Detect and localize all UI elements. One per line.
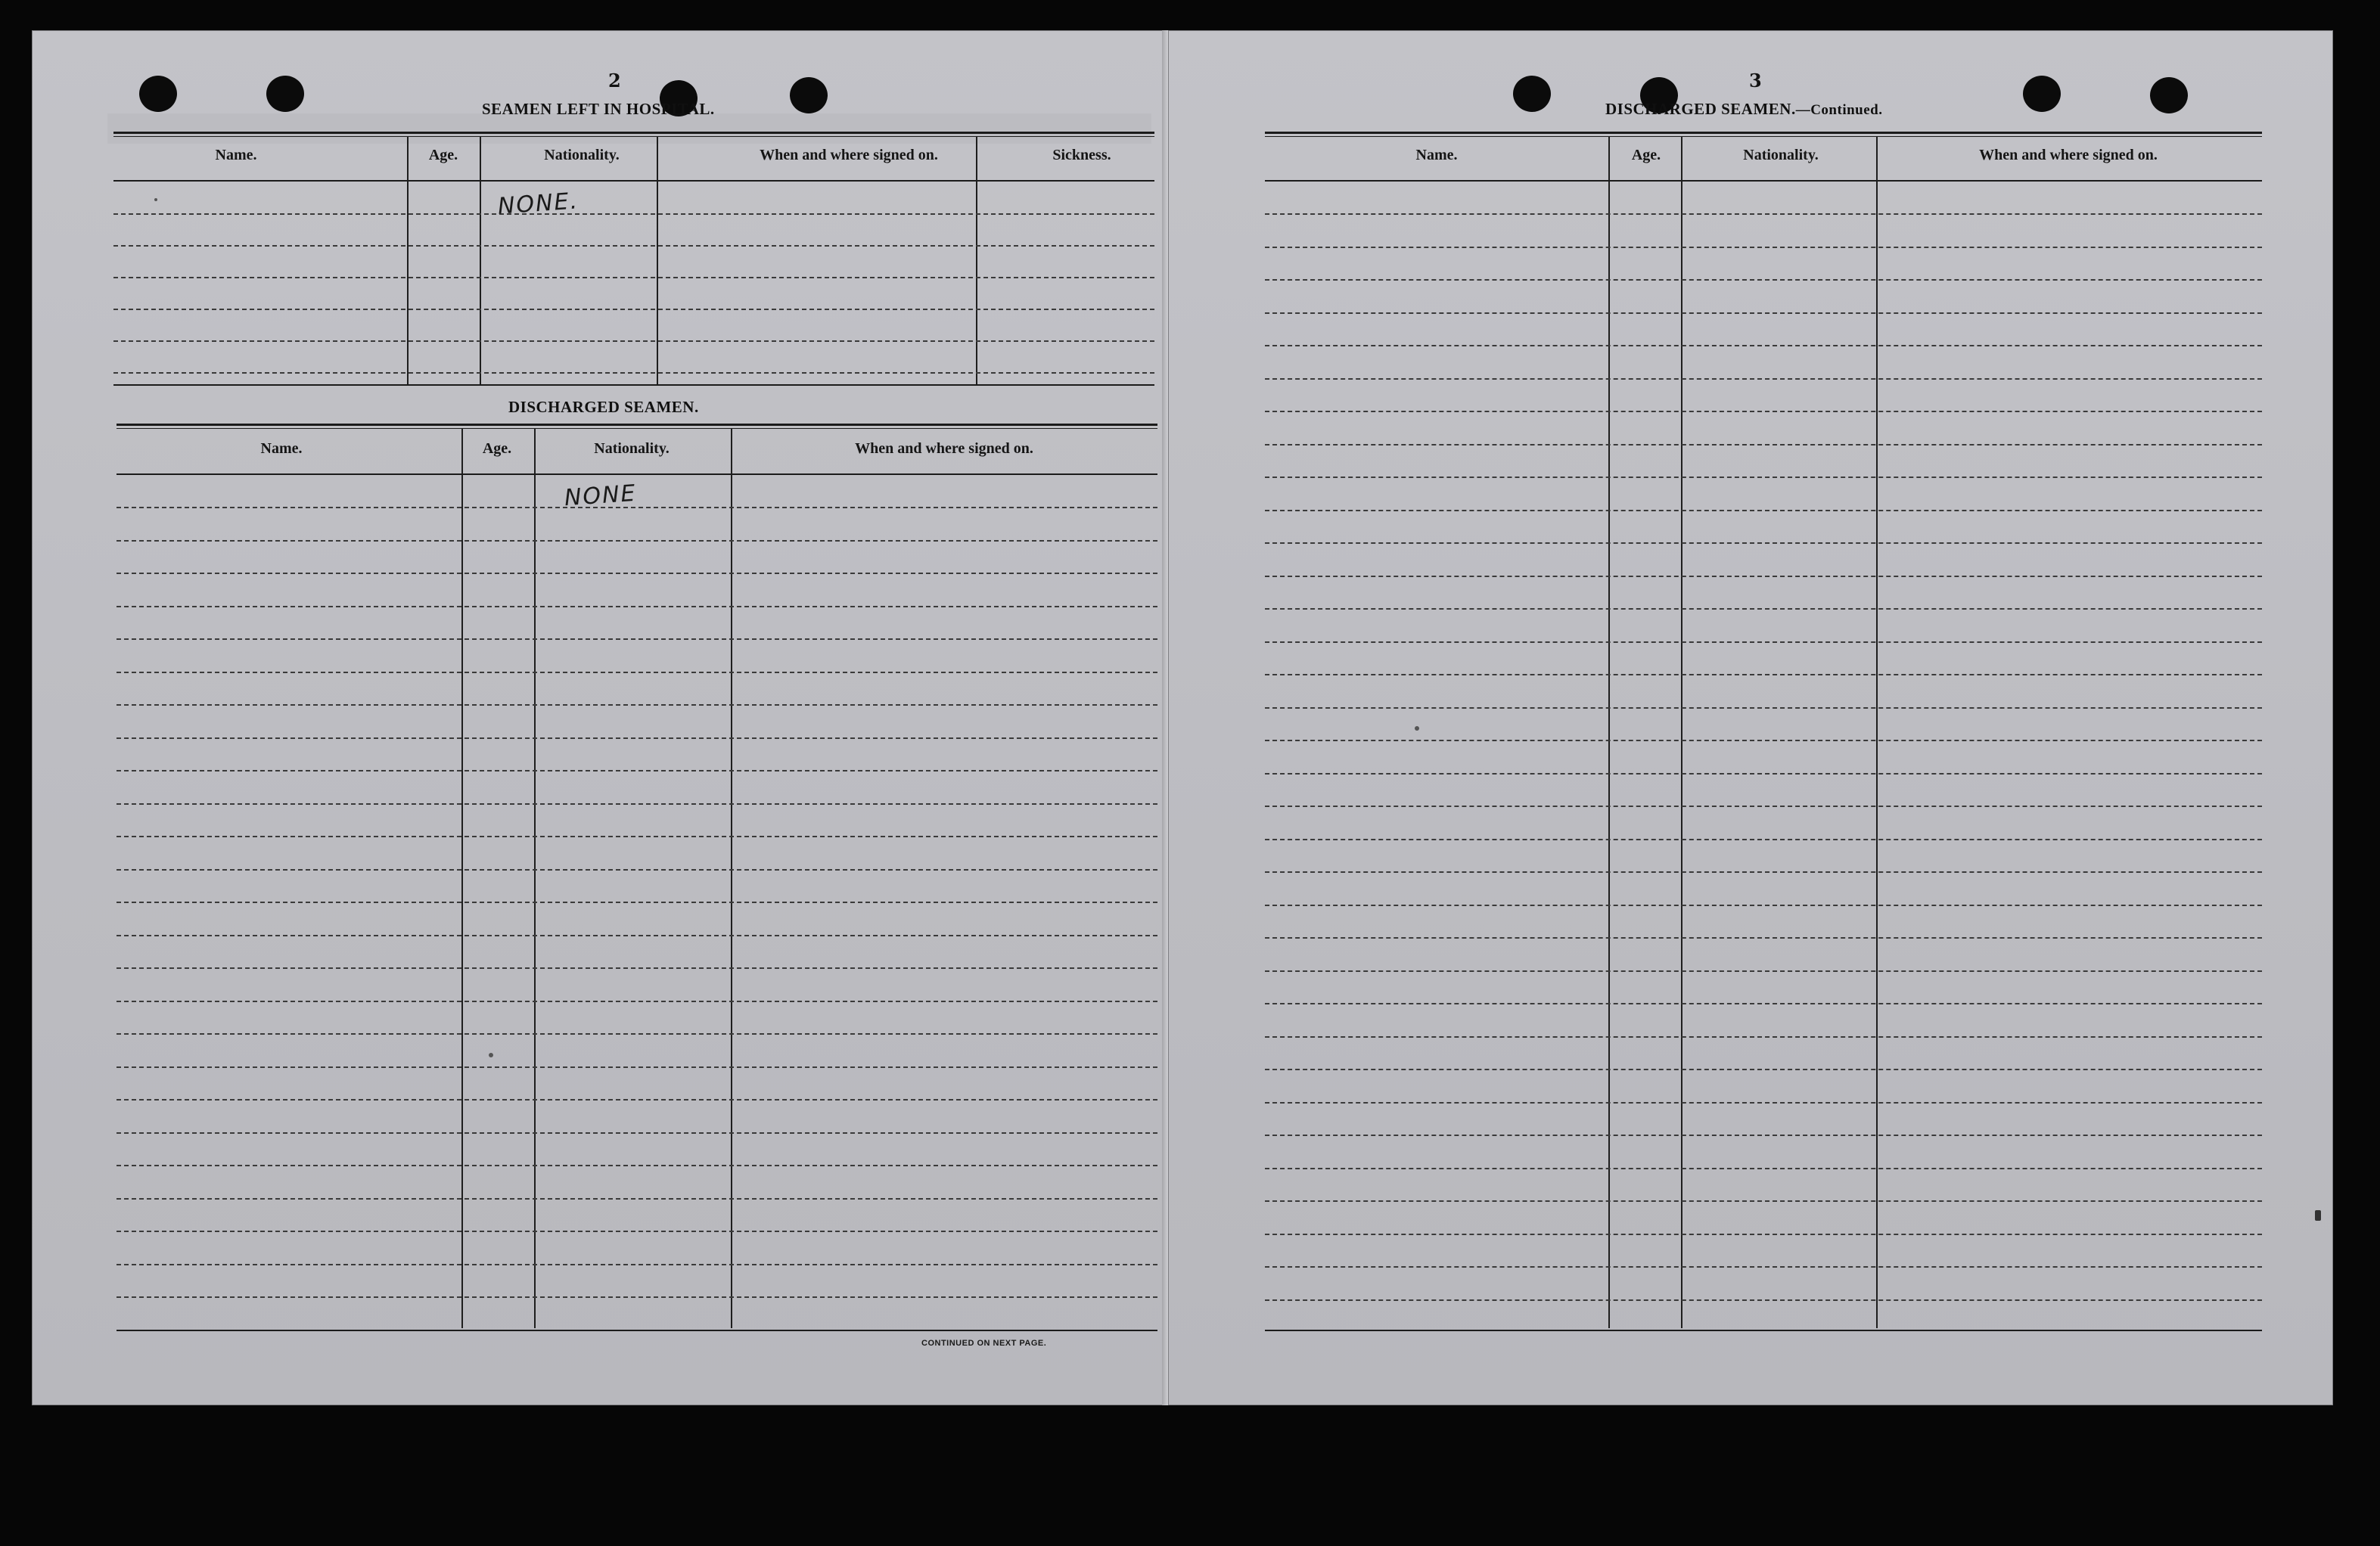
table-row xyxy=(1265,905,2262,906)
handwritten-entry-discharged: NONE xyxy=(563,480,638,512)
header-rule xyxy=(113,180,1154,182)
table-row xyxy=(117,1231,1157,1232)
discharged-section-title: DISCHARGED SEAMEN. xyxy=(508,398,699,416)
table-row xyxy=(1265,1069,2262,1070)
column-divider xyxy=(461,428,463,1328)
table-row xyxy=(117,737,1157,739)
table-row xyxy=(1265,411,2262,412)
table-row xyxy=(117,1066,1157,1068)
table-row xyxy=(113,340,1154,342)
table-row xyxy=(1265,1200,2262,1202)
table-row xyxy=(1265,871,2262,873)
table-row xyxy=(1265,1234,2262,1235)
col-head-signed-on: When and where signed on. xyxy=(855,440,1033,457)
table-row xyxy=(117,1264,1157,1265)
table-row xyxy=(1265,247,2262,248)
table-row xyxy=(1265,773,2262,775)
table-row xyxy=(117,540,1157,542)
table-row xyxy=(117,803,1157,805)
punch-hole xyxy=(2023,76,2061,112)
column-divider xyxy=(1681,136,1682,1328)
table-row xyxy=(1265,1299,2262,1301)
table-row xyxy=(117,869,1157,871)
page-number: 3 xyxy=(1749,70,1762,92)
table-row xyxy=(117,935,1157,936)
col-head-sickness: Sickness. xyxy=(1052,147,1111,163)
hospital-section-title: SEAMEN LEFT IN HOSPITAL. xyxy=(482,100,715,118)
speck xyxy=(489,1053,493,1057)
table-row xyxy=(117,1296,1157,1298)
table-row xyxy=(113,245,1154,247)
table-row xyxy=(1265,213,2262,215)
column-divider xyxy=(1876,136,1878,1328)
punch-hole xyxy=(266,76,304,112)
header-rule xyxy=(1265,180,2262,182)
table-row xyxy=(1265,1135,2262,1136)
column-divider xyxy=(1608,136,1610,1328)
table-row xyxy=(117,638,1157,640)
table-row xyxy=(113,277,1154,278)
table-top-rule xyxy=(113,132,1154,137)
table-row xyxy=(1265,1003,2262,1004)
table-row xyxy=(1265,312,2262,314)
table-row xyxy=(1265,1266,2262,1268)
table-row xyxy=(1265,1036,2262,1038)
table-row xyxy=(117,1099,1157,1101)
table-row xyxy=(1265,279,2262,281)
table-row xyxy=(1265,608,2262,610)
discharged-continued-title xyxy=(1605,100,1882,119)
table-row xyxy=(1265,806,2262,807)
column-divider xyxy=(731,428,732,1328)
table-row xyxy=(117,967,1157,969)
table-row xyxy=(1265,510,2262,511)
speck xyxy=(1415,726,1419,731)
column-divider xyxy=(480,136,481,386)
col-head-nationality: Nationality. xyxy=(1743,147,1819,163)
section-title-suffix: —Continued. xyxy=(1795,102,1883,118)
table-row xyxy=(1265,477,2262,478)
col-head-nationality: Nationality. xyxy=(544,147,620,163)
table-row xyxy=(1265,345,2262,346)
table-row xyxy=(117,1033,1157,1035)
table-row xyxy=(1265,970,2262,972)
table-row xyxy=(117,704,1157,706)
col-head-age: Age. xyxy=(428,147,458,163)
table-row xyxy=(1265,937,2262,939)
col-head-signed-on: When and where signed on. xyxy=(760,147,938,163)
page-number: 2 xyxy=(608,70,621,92)
section-title-text: DISCHARGED SEAMEN. xyxy=(1605,100,1796,118)
col-head-age: Age. xyxy=(482,440,512,457)
speck xyxy=(154,198,157,201)
table-bottom-rule xyxy=(113,384,1154,386)
table-row xyxy=(1265,707,2262,709)
punch-hole xyxy=(2150,77,2188,113)
table-row xyxy=(1265,378,2262,380)
continued-note: CONTINUED ON NEXT PAGE. xyxy=(921,1339,1047,1348)
column-divider xyxy=(657,136,658,386)
col-head-name: Name. xyxy=(215,147,257,163)
column-divider xyxy=(976,136,977,386)
table-row xyxy=(117,672,1157,673)
table-top-rule xyxy=(1265,132,2262,137)
table-row xyxy=(117,1132,1157,1134)
table-row xyxy=(113,372,1154,374)
column-divider xyxy=(534,428,536,1328)
col-head-nationality: Nationality. xyxy=(594,440,670,457)
table-row xyxy=(1265,641,2262,643)
table-row xyxy=(1265,839,2262,840)
table-row xyxy=(117,1001,1157,1002)
col-head-name: Name. xyxy=(260,440,303,457)
table-row xyxy=(117,902,1157,903)
right-page xyxy=(1168,30,2333,1405)
table-row xyxy=(1265,542,2262,544)
table-row xyxy=(1265,1168,2262,1169)
table-row xyxy=(117,770,1157,771)
table-row xyxy=(1265,740,2262,741)
table-row xyxy=(1265,1102,2262,1104)
table-bottom-rule xyxy=(1265,1330,2262,1331)
table-row xyxy=(117,573,1157,574)
table-row xyxy=(117,836,1157,837)
table-row xyxy=(117,1198,1157,1200)
table-row xyxy=(113,309,1154,310)
table-row xyxy=(1265,444,2262,445)
col-head-age: Age. xyxy=(1631,147,1661,163)
table-bottom-rule xyxy=(117,1330,1157,1331)
table-row xyxy=(113,213,1154,215)
table-row xyxy=(117,606,1157,607)
punch-hole xyxy=(1513,76,1551,112)
table-row xyxy=(1265,674,2262,675)
header-rule xyxy=(117,473,1157,475)
handwritten-entry-hospital: NONE. xyxy=(496,188,580,220)
table-row xyxy=(117,1165,1157,1166)
col-head-signed-on: When and where signed on. xyxy=(1979,147,2158,163)
punch-hole xyxy=(139,76,177,112)
left-page xyxy=(32,30,1168,1405)
table-row xyxy=(117,507,1157,508)
punch-hole xyxy=(790,77,828,113)
table-top-rule xyxy=(117,424,1157,429)
column-divider xyxy=(407,136,409,386)
speck xyxy=(2315,1210,2321,1221)
col-head-name: Name. xyxy=(1415,147,1458,163)
table-row xyxy=(1265,576,2262,577)
